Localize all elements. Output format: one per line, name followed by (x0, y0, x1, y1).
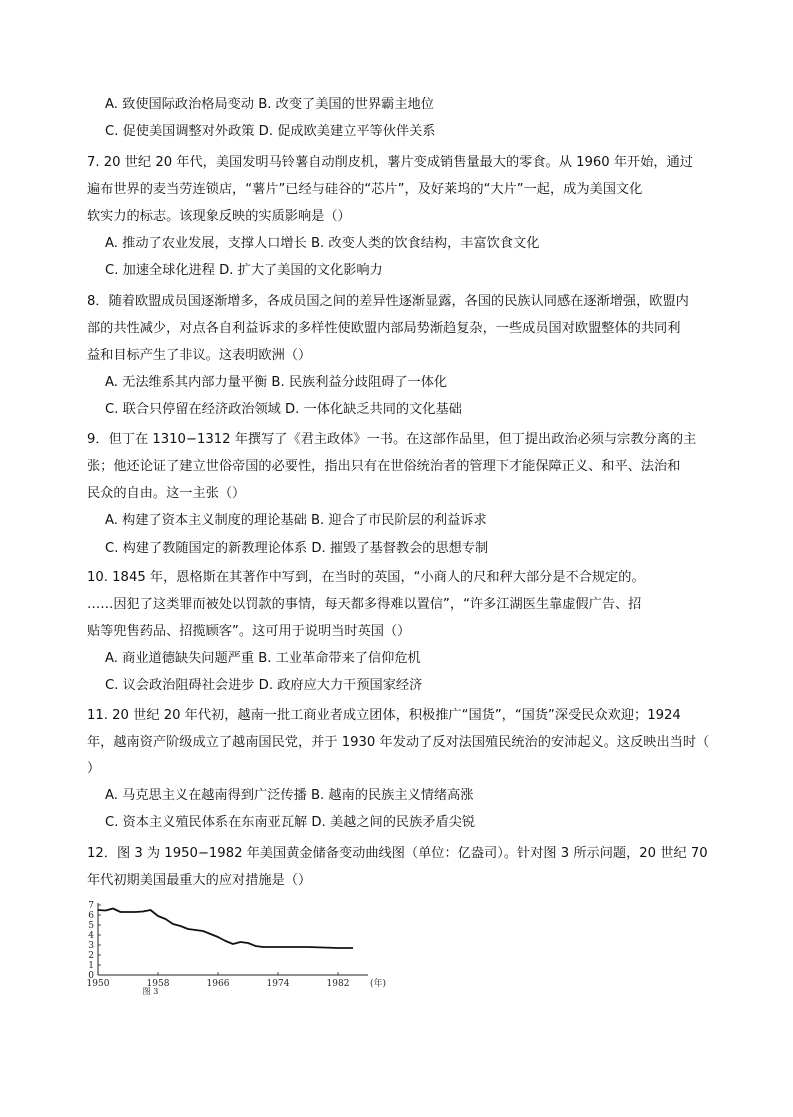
question-line: 部的共性减少，对点各自利益诉求的多样性使欧盟内部局势渐趋复杂，一些成员国对欧盟整体的共同利 (87, 321, 681, 336)
x-axis-unit: (年) (370, 979, 387, 989)
y-tick-label: 2 (88, 951, 94, 961)
y-tick-label: 4 (88, 931, 94, 941)
y-tick-label: 0 (88, 971, 94, 981)
y-tick-label: 7 (88, 901, 94, 911)
gold-reserve-line (98, 909, 353, 949)
answer-options: C. 加速全球化进程 D. 扩大了美国的文化影响力 (105, 263, 383, 278)
question-line: ） (87, 761, 101, 776)
answer-options: C. 议会政治阻碍社会进步 D. 政府应大力干预国家经济 (105, 678, 423, 693)
answer-options: A. 商业道德缺失问题严重 B. 工业革命带来了信仰危机 (105, 651, 421, 666)
x-tick-label: 1958 (146, 979, 170, 989)
question-line: 12．图 3 为 1950−1982 年美国黄金储备变动曲线图（单位：亿盎司）。针对图 3 所示问题，20 世纪 70 (87, 846, 708, 861)
answer-options: C. 促使美国调整对外政策 D. 促成欧美建立平等伙伴关系 (105, 124, 436, 139)
answer-options: A. 构建了资本主义制度的理论基础 B. 迎合了市民阶层的利益诉求 (105, 513, 487, 528)
question-line: 益和目标产生了非议。这表明欧洲（） (87, 348, 312, 363)
question-line: 年代初期美国最重大的应对措施是（） (87, 873, 312, 888)
answer-options: A. 致使国际政治格局变动 B. 改变了美国的世界霸主地位 (105, 97, 434, 112)
answer-options: C. 构建了教随国定的新教理论体系 D. 摧毁了基督教会的思想专制 (105, 541, 489, 556)
x-tick-label: 1974 (266, 979, 290, 989)
question-line: 7. 20 世纪 20 年代，美国发明马铃薯自动削皮机，薯片变成销售量最大的零食。从 1960 年开始，通过 (87, 155, 693, 170)
y-tick-label: 1 (88, 961, 94, 971)
chart-caption: 图 3 (142, 987, 159, 996)
question-line: 8．随着欧盟成员国逐渐增多，各成员国之间的差异性逐渐显露，各国的民族认同感在逐渐增强，欧盟内 (87, 294, 689, 309)
question-line: 10. 1845 年，恩格斯在其著作中写到，在当时的英国，“小商人的尺和秤大部分是不合规定的。 (87, 570, 645, 585)
question-line: 年，越南资产阶级成立了越南国民党，并于 1930 年发动了反对法国殖民统治的安沛起义。这反映出当时（ (87, 735, 710, 750)
question-line: 张；他还论证了建立世俗帝国的必要性，指出只有在世俗统治者的管理下才能保障正义、和平、法治和 (87, 459, 681, 474)
question-line: ……因犯了这类罪而被处以罚款的事情，每天都多得难以置信”，“许多江湖医生靠虚假广告、招 (87, 597, 642, 612)
answer-options: A. 马克思主义在越南得到广泛传播 B. 越南的民族主义情绪高涨 (105, 788, 474, 803)
y-tick-label: 3 (88, 941, 94, 951)
answer-options: A. 推动了农业发展，支撑人口增长 B. 改变人类的饮食结构，丰富饮食文化 (105, 236, 540, 251)
answer-options: A. 无法维系其内部力量平衡 B. 民族利益分歧阻碍了一体化 (105, 375, 448, 390)
gold-reserve-chart (84, 894, 387, 996)
y-tick-label: 6 (88, 911, 94, 921)
question-line: 遍布世界的麦当劳连锁店，“薯片”已经与硅谷的“芯片”，及好莱坞的“大片”一起，成为美国文化 (87, 182, 643, 197)
answer-options: C. 资本主义殖民体系在东南亚瓦解 D. 美越之间的民族矛盾尖锐 (105, 815, 476, 830)
question-line: 9．但丁在 1310−1312 年撰写了《君主政体》一书。在这部作品里，但丁提出政治必须与宗教分离的主 (87, 432, 697, 447)
x-tick-label: 1950 (86, 979, 110, 989)
x-tick-label: 1982 (326, 979, 350, 989)
answer-options: C. 联合只停留在经济政治领域 D. 一体化缺乏共同的文化基础 (105, 402, 462, 417)
question-line: 11. 20 世纪 20 年代初，越南一批工商业者成立团体，积极推广“国货”，“国货”深受民众欢迎；1924 (87, 708, 681, 723)
question-line: 民众的自由。这一主张（） (87, 486, 246, 501)
x-tick-label: 1966 (206, 979, 230, 989)
y-tick-label: 5 (88, 921, 94, 931)
question-line: 贴等兜售药品、招揽顾客”。这可用于说明当时英国（） (87, 624, 411, 639)
question-line: 软实力的标志。该现象反映的实质影响是（） (87, 209, 351, 224)
